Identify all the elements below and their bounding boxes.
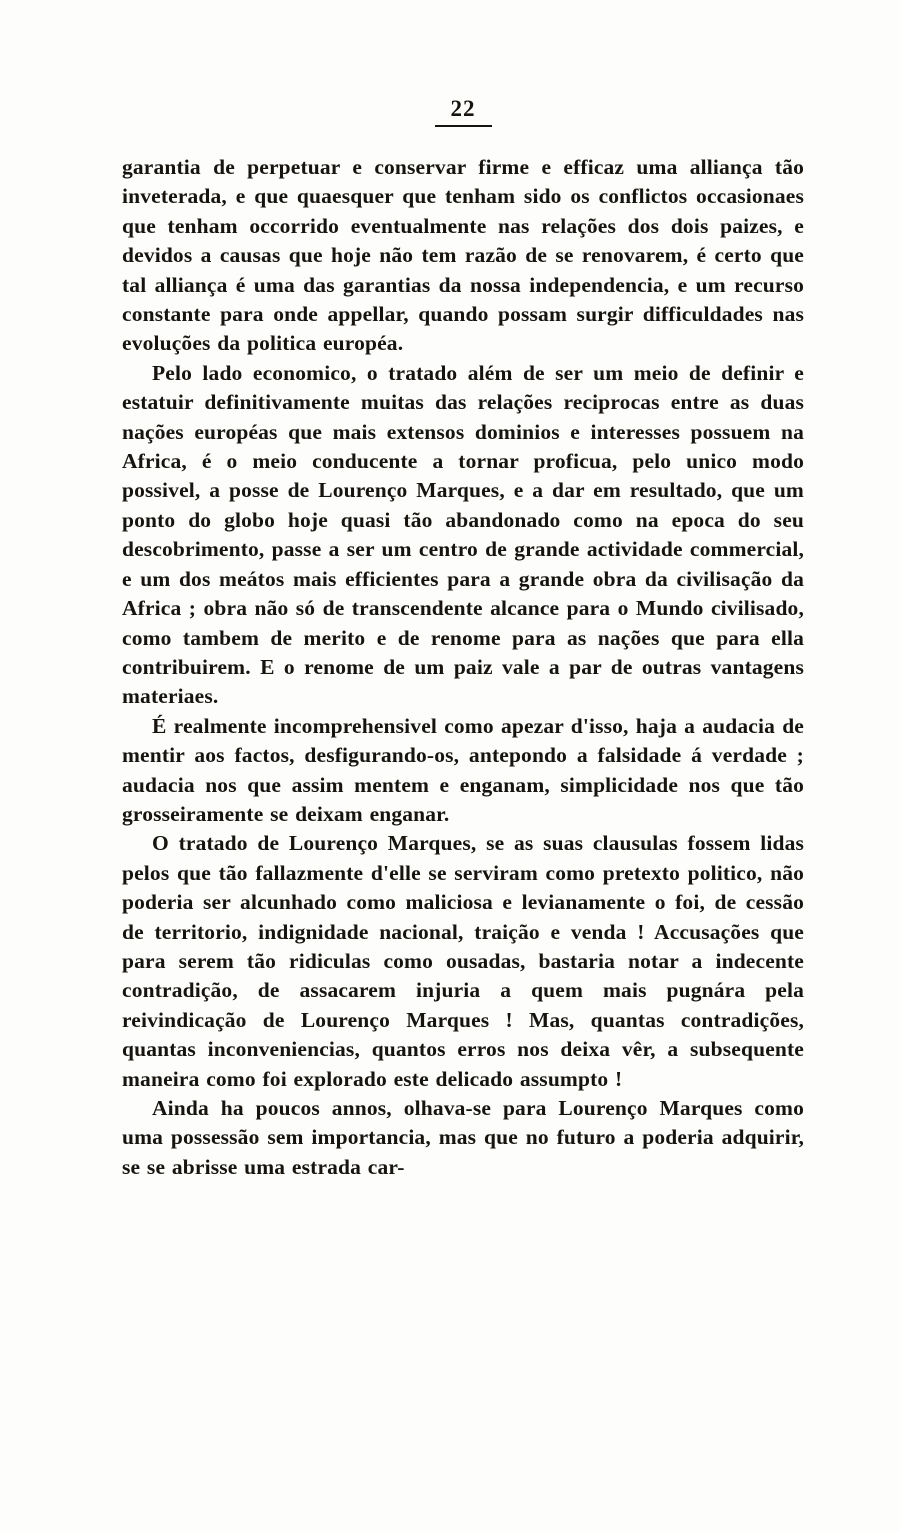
page-body bbox=[122, 153, 804, 1182]
paragraph: É realmente incomprehensivel como apezar d'isso, haja a audacia de mentir aos factos, desfigurando-os, antepondo a falsidade á verdade ; audacia nos que assim mentem e enganam, simplicidade nos que tão grosseiramente se deixam enganar. bbox=[122, 713, 804, 826]
paragraph: garantia de perpetuar e conservar firme e efficaz uma alliança tão inveterada, e que quaesquer que tenham sido os conflictos occasionaes que tenham occorrido eventualmente nas relações dos dois paizes, e devidos a causas que hoje não tem razão de se renovarem, é certo que tal alliança é uma das garantias da nossa independencia, e um recurso constante para onde appellar, quando possam surgir difficuldades nas evoluções da politica européa. bbox=[122, 155, 804, 356]
page-number: 22 bbox=[435, 96, 492, 127]
page-header bbox=[122, 96, 804, 127]
paragraph: Ainda ha poucos annos, olhava-se para Lourenço Marques como uma possessão sem importancia, mas que no futuro a poderia adquirir, se se abrisse uma estrada car- bbox=[122, 1096, 804, 1179]
paragraph: Pelo lado economico, o tratado além de ser um meio de definir e estatuir definitivamente muitas das relações reciprocas entre as duas nações européas que mais extensos dominios e interesses possuem na Africa, é o meio conducente a tornar proficua, pelo unico modo possivel, a posse de Lourenço Marques, e a dar em resultado, que um ponto do globo hoje quasi tão abandonado como na epoca do seu descobrimento, passe a ser um centro de grande actividade commercial, e um dos meátos mais efficientes para a grande obra da civilisação da Africa ; obra não só de transcendente alcance para o Mundo civilisado, como tambem de merito e de renome para as nações que para ella contribuirem. E o renome de um paiz vale a par de outras vantagens materiaes. bbox=[122, 360, 804, 709]
paragraph: O tratado de Lourenço Marques, se as suas clausulas fossem lidas pelos que tão fallazmente d'elle se serviram como pretexto politico, não poderia ser alcunhado como maliciosa e levianamente o foi, de cessão de territorio, indignidade nacional, traição e venda ! Accusações que para serem tão ridiculas como ousadas, bastaria notar a indecente contradição, de assacarem injuria a quem mais pugnára pela reivindicação de Lourenço Marques ! Mas, quantas contradições, quantas inconveniencias, quantos erros nos deixa vêr, a subsequente maneira como foi explorado este delicado assumpto ! bbox=[122, 831, 804, 1091]
